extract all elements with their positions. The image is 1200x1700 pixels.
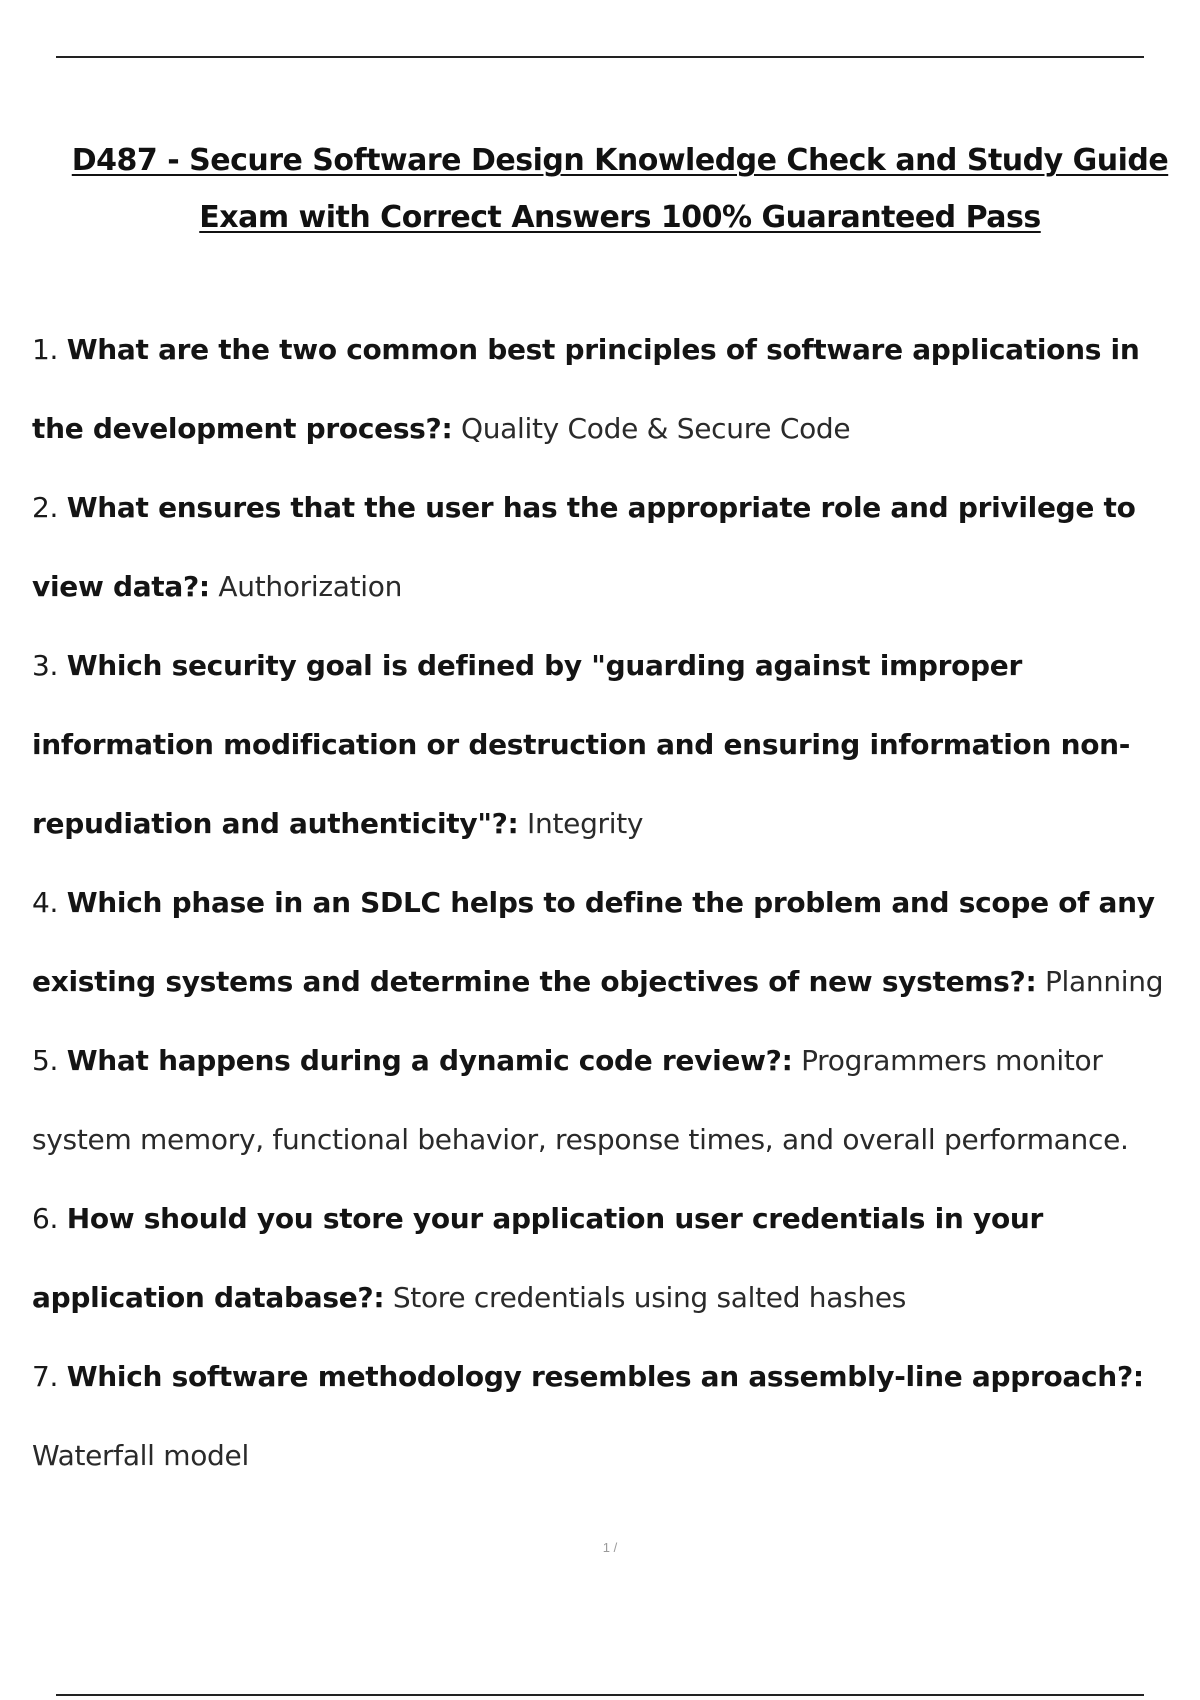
answer-text: Authorization	[209, 570, 403, 603]
answer-text: Planning	[1036, 965, 1164, 998]
question-text: What ensures that the user has the appropriate role and privilege to view data?:	[32, 491, 1136, 603]
question-text: How should you store your application user credentials in your application database?:	[32, 1202, 1044, 1314]
answer-text: Integrity	[518, 807, 644, 840]
question-item-4	[32, 863, 1172, 1021]
question-number: 7.	[32, 1360, 67, 1393]
question-number: 5.	[32, 1044, 67, 1077]
question-item-7	[32, 1337, 1172, 1495]
question-number: 3.	[32, 649, 67, 682]
answer-text: Programmers monitor system memory, functional behavior, response times, and overall performance.	[32, 1044, 1129, 1156]
question-item-3	[32, 626, 1172, 863]
question-item-5	[32, 1021, 1172, 1179]
question-item-1	[32, 310, 1172, 468]
top-divider	[56, 56, 1144, 58]
question-text: What are the two common best principles of software applications in the development process?:	[32, 333, 1140, 445]
question-text: Which phase in an SDLC helps to define the problem and scope of any existing systems and determine the objectives of new systems?:	[32, 886, 1155, 998]
question-list	[32, 310, 1172, 1495]
question-item-6	[32, 1179, 1172, 1337]
bottom-divider	[56, 1694, 1144, 1696]
question-text: Which software methodology resembles an assembly-line approach?:	[66, 1360, 1144, 1393]
answer-text: Quality Code & Secure Code	[452, 412, 851, 445]
question-number: 6.	[32, 1202, 67, 1235]
answer-text: Store credentials using salted hashes	[384, 1281, 907, 1314]
page-number: 1 /	[602, 1540, 618, 1555]
question-number: 1.	[32, 333, 67, 366]
question-number: 2.	[32, 491, 67, 524]
question-text: Which security goal is defined by "guarding against improper information modification or destruction and ensuring information non-repudiation and authenticity"?:	[32, 649, 1131, 840]
question-number: 4.	[32, 886, 67, 919]
question-item-2	[32, 468, 1172, 626]
document-title-line-1: D487 - Secure Software Design Knowledge Check and Study Guide	[71, 143, 1169, 179]
answer-text: Waterfall model	[32, 1439, 249, 1472]
document-title-line-2: Exam with Correct Answers 100% Guaranteed Pass	[199, 200, 1041, 236]
document-title	[40, 132, 1200, 246]
question-text: What happens during a dynamic code review?:	[66, 1044, 793, 1077]
